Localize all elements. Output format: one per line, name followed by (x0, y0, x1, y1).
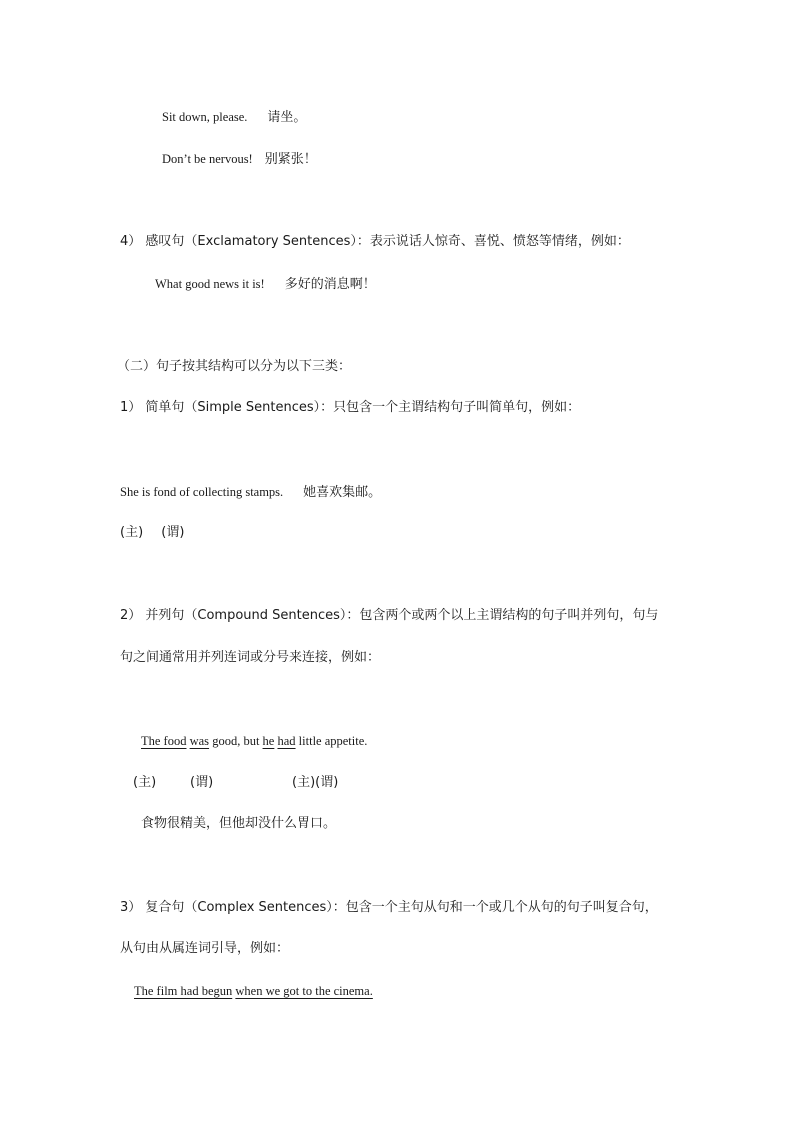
label-subject: (主) (120, 525, 144, 540)
heading-compound-sentence-1: 2） 并列句（Compound Sentences）：包含两个或两个以上主谓结构的句子叫并列句，句与 (120, 608, 659, 623)
underlined-subordinate-clause: when we got to the cinema. (235, 984, 373, 998)
example-chinese: 别紧张！ (264, 152, 317, 167)
compound-grammar-label-subject: (主) (133, 775, 157, 790)
example-complex-sentence (134, 982, 373, 1000)
example-english: Don’t be nervous! (162, 152, 253, 166)
example-english: She is fond of collecting stamps. (120, 485, 284, 499)
example-chinese: 请坐。 (267, 110, 307, 125)
underlined-subject: The food (141, 734, 187, 748)
heading-complex-sentence-1: 3） 复合句（Complex Sentences）：包含一个主句从句和一个或几个从句的句子叫复合句， (120, 900, 658, 915)
example-english: Sit down, please. (162, 110, 248, 124)
heading-simple-sentence: 1） 简单句（Simple Sentences）：只包含一个主谓结构句子叫简单句，例如： (120, 400, 581, 415)
label-predicate: (谓) (161, 525, 185, 540)
example-compound-sentence (141, 732, 367, 750)
compound-translation: 食物很精美，但他却没什么胃口。 (141, 816, 337, 831)
underlined-subject: he (262, 734, 275, 748)
example-dont-be-nervous (162, 150, 317, 169)
compound-grammar-label-predicate: (谓) (190, 775, 214, 790)
underlined-main-clause: The film had begun (134, 984, 233, 998)
example-chinese: 多好的消息啊！ (284, 277, 376, 292)
example-sit-down (162, 108, 306, 127)
plain-text: good, but (212, 734, 260, 748)
simple-grammar-labels (120, 524, 184, 542)
plain-text: little appetite. (298, 734, 368, 748)
section-heading-structure: （二）句子按其结构可以分为以下三类： (117, 359, 352, 374)
heading-compound-sentence-2: 句之间通常用并列连词或分号来连接，例如： (120, 650, 381, 665)
example-english: What good news it is! (155, 277, 265, 291)
example-simple-sentence (120, 483, 381, 502)
underlined-predicate: was (189, 734, 210, 748)
compound-grammar-label-subject-predicate: (主)(谓) (292, 775, 339, 790)
heading-complex-sentence-2: 从句由从属连词引导，例如： (120, 941, 290, 956)
underlined-predicate: had (277, 734, 296, 748)
example-exclamatory (155, 275, 376, 294)
example-chinese: 她喜欢集邮。 (303, 485, 382, 500)
heading-exclamatory: 4） 感叹句（Exclamatory Sentences）：表示说话人惊奇、喜悦、愤怒等情绪，例如： (120, 234, 630, 249)
